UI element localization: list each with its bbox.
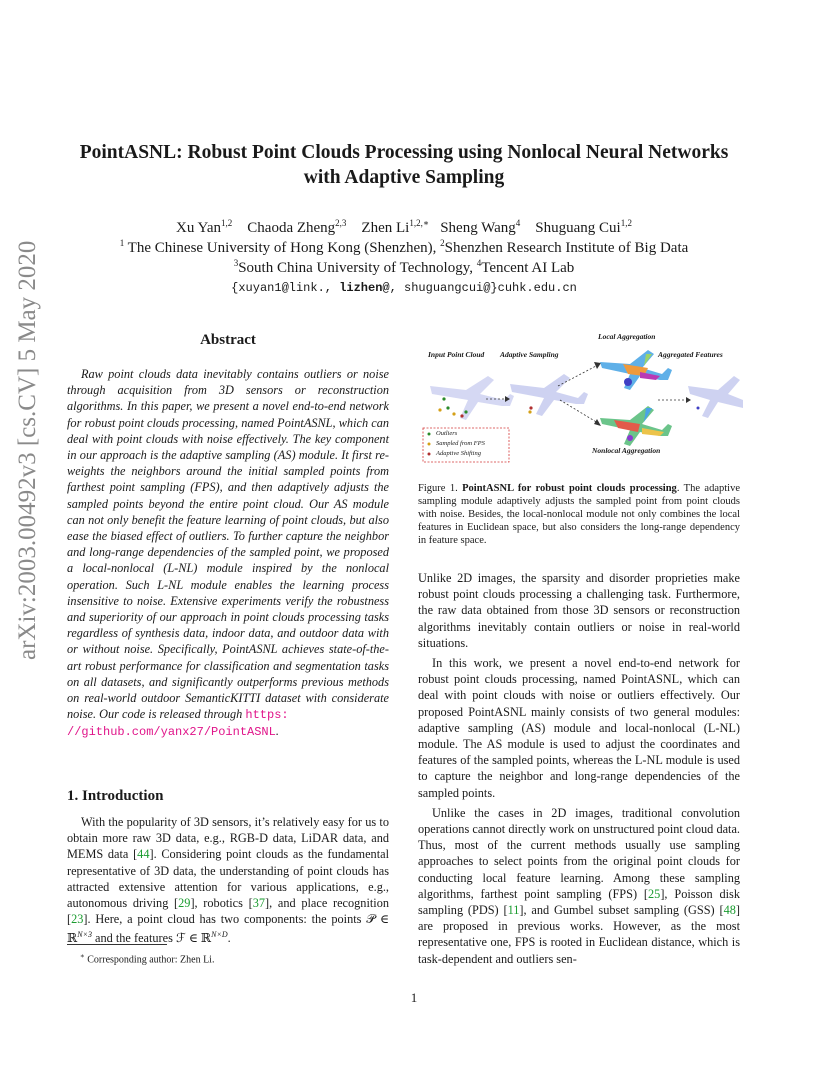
legend-fps: Sampled from FPS [436,440,485,447]
affiliation-line-1: $^1$ The Chinese University of Hong Kong (Shenzhen), $^2$Shenzhen Research Institute of Big Data [119,238,689,256]
right-paragraph-1: Unlike 2D images, the sparsity and disorder proprieties make robust point clouds processing a challenging task. Furthermore, the raw data obtained from those 3D sensors or reconstruction algorithms inevitably contain outliers or noise in real-world situations. [418,571,740,650]
right-paragraph-3: Unlike the cases in 2D images, traditional convolution operations cannot directly work on unstructured point cloud data. Thus, most of the current methods usually use sampling approaches to select points from the original point clouds for conducting local feature learning. Among these sampling algorithms, farthest point sampling (FPS) [25], Poisson disk sampling (PDS) [11], and Gumbel subset sampling (GSS) [48] are proposed in previous works. However, as the most representative one, FPS is rooted in Euclidean distance, which is task-dependent and outliers sen- [418,805,740,966]
right-column-body [418,570,740,967]
figure-label-adaptive-sampling: Adaptive Sampling [500,350,559,359]
right-paragraph-2: In this work, we present a novel end-to-end network for robust point clouds processing, named PointASNL, which can deal with point clouds with noise or outliers effectively. Our proposed PointASNL mainly consists of two general modules: adaptive sampling (AS) module and local-nonlocal (L-NL) module. The AS module is used to adjust the coordinates and features of the sampled points, whereas the L-NL module is used to capture the neighbor and long-range dependencies of the sampled points. [418,656,740,800]
figure-label-local-aggregation: Local Aggregation [598,332,656,341]
footnote-rule [67,944,167,945]
figure-label-aggregated: Aggregated Features [658,350,723,359]
paper-title [40,140,768,190]
citation-link[interactable]: 44 [137,847,150,862]
author: Chaoda Zheng$^{2,3}$ [247,218,347,236]
author-emails: {xuyan1@link., lizhen@, shuguangcui@}cuhk.edu.cn [231,281,577,295]
citation-link[interactable]: 48 [723,903,736,918]
title-line-2: with Adaptive Sampling [303,167,505,188]
citation-link[interactable]: 25 [648,886,661,901]
title-line-1: PointASNL: Robust Point Clouds Processing using Nonlocal Neural Networks [79,142,729,163]
input-airplane-shape [430,376,514,420]
intro-paragraph: With the popularity of 3D sensors, it’s relatively easy for us to obtain more raw 3D data, e.g., RGB-D data, LiDAR data, and MEMS data [44]. Considering point clouds as the fundamental representative of 3D data, the understanding of point clouds has attracted extensive attention for various applications, e.g., autonomous driving [29], robotics [37], and place recognition [23]. Here, a point cloud has two components: the points 𝒫 ∈ ℝ$^{N\times 3}$ and the features ℱ ∈ ℝ$^{N\times D}$. [67,815,390,946]
section-heading-introduction: 1. Introduction [67,788,164,804]
arxiv-identifier: arXiv:2003.00492v3 [cs.CV] 5 May 2020 [14,240,41,660]
footnote: ∗ Corresponding author: Zhen Li. [80,952,215,966]
figure-1-caption: Figure 1. PointASNL for robust point clouds processing. The adaptive sampling module adaptively adjusts the sampled point from point clouds with noise. Besides, the local-nonlocal module not only combines the local features in Euclidean space, but also considers the long-range dependency in feature space. [418,483,740,546]
sampled-airplane-shape [510,374,588,416]
nonlocal-aggregation-airplane [600,406,672,446]
aggregated-airplane-shape [688,376,743,418]
code-link[interactable]: https: //github.com/yanx27/PointASNL [67,708,289,740]
figure-label-input: Input Point Cloud [428,350,485,359]
legend-outliers: Outliers [436,430,458,437]
affiliation-line-2: $^3$South China University of Technology, $^4$Tencent AI Lab [233,258,575,276]
figure-1 [418,328,743,468]
figure-1-diagram [418,328,743,468]
citation-link[interactable]: 37 [252,896,266,911]
citation-link[interactable]: 29 [178,896,191,911]
author: Xu Yan$^{1,2}$ [176,218,233,236]
legend-adaptive-shifting: Adaptive Shifting [436,450,481,457]
citation-link[interactable]: 11 [507,903,520,918]
author-list [40,218,768,237]
figure-label-nonlocal-aggregation: Nonlocal Aggregation [592,446,661,455]
page-number: 1 [410,990,418,1005]
author: Zhen $Li^{1,2,∗}$ [361,218,429,236]
author: Shuguang Cui$^{1,2}$ [535,218,632,236]
citation-link[interactable]: 23 [71,912,84,927]
author: Sheng Wang$^4$ [440,218,521,236]
abstract-heading: Abstract [200,332,256,348]
abstract-body: Raw point clouds data inevitably contains outliers or noise through acquisition from 3D sensors or reconstruction algorithms. In this paper, we present a novel end-to-end network for robust point clouds processing, named PointASNL, which can deal with point clouds with noise effectively. The key component in our approach is the adaptive sampling (AS) module. It first re-weights the neighbors around the initial sampled points from farthest point sampling (FPS), and then adaptively adjusts the sampled points beyond the entire point cloud. Our AS module can not only benefit the feature learning of point clouds, but also ease the biased effect of outliers. To further capture the neighbor and long-range dependencies of the sampled point, we proposed a local-nonlocal (L-NL) module inspired by the nonlocal operation. Such L-NL module enables the learning process insensitive to noise. Extensive experiments verify the robustness and superiority of our approach in point clouds processing tasks regardless of synthesis data, indoor data, and outdoor data with or without noise. Specifically, PointASNL achieves state-of-the-art robust performance for classification and segmentation tasks on all datasets, and significantly outperforms previous methods on real-world outdoor SemanticKITTI dataset with considerate noise. Our code is released through https: //github.com/yanx27/PointASNL. [67,367,389,740]
